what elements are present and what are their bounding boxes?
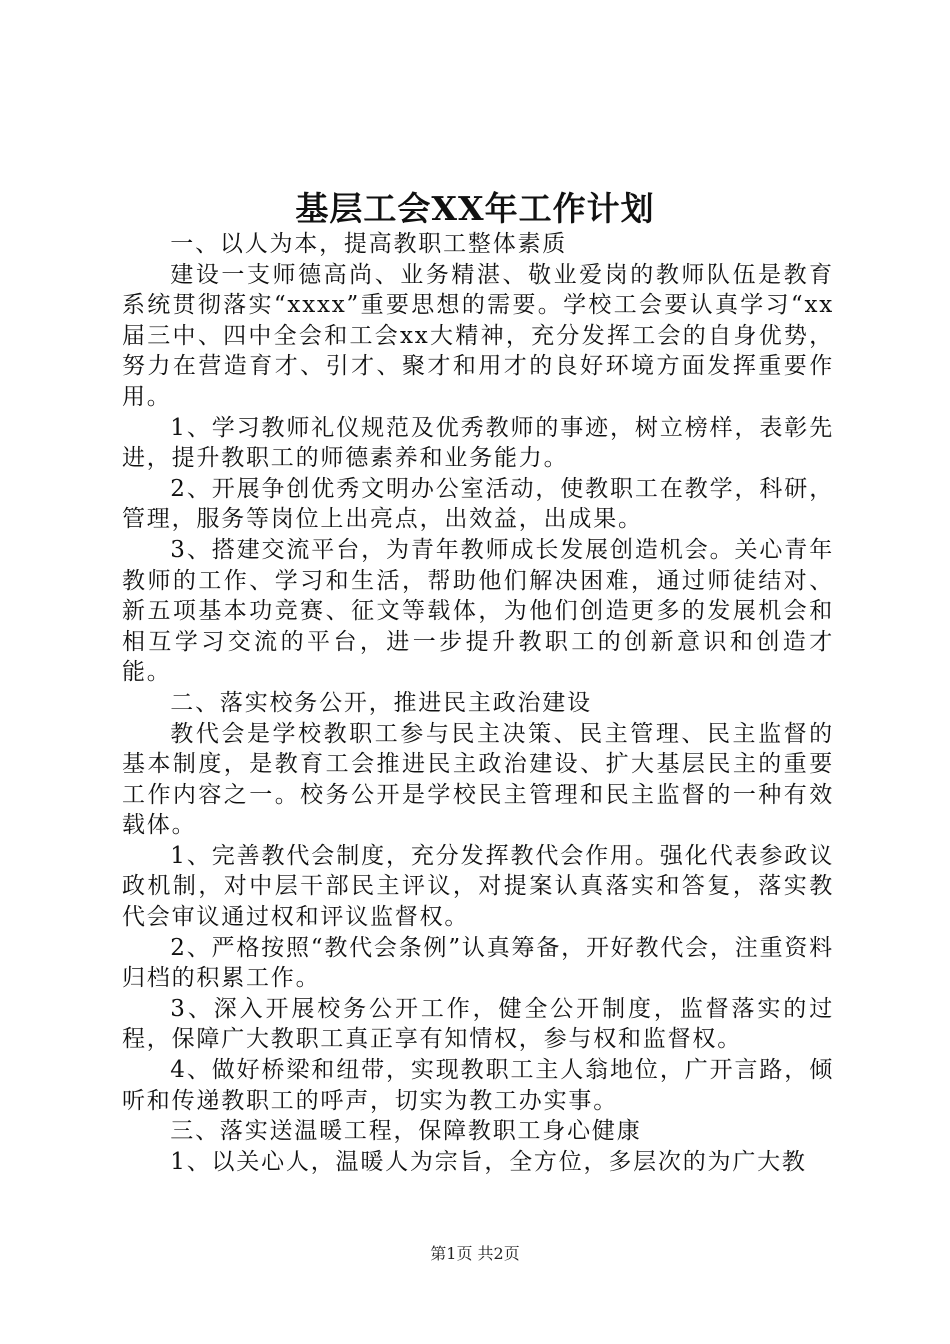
document-body: [122, 229, 834, 1177]
section-heading-3: 三、落实送温暖工程，保障教职工身心健康: [170, 1118, 642, 1145]
list-item: 1、学习教师礼仪规范及优秀教师的事迹，树立榜样，表彰先进，提升教职工的师德素养和业务能力。: [122, 414, 834, 472]
list-item: 2、开展争创优秀文明办公室活动，使教职工在教学，科研，管理，服务等岗位上出亮点，出效益，出成果。: [122, 475, 834, 533]
document-title: 基层工会XX年工作计划: [295, 189, 655, 228]
paragraph: 建设一支师德高尚、业务精湛、敬业爱岗的教师队伍是教育系统贯彻落实“xxxx”重要思想的需要。学校工会要认真学习“xx届三中、四中全会和工会xx大精神，充分发挥工会的自身优势，努力在营造育才、引才、聚才和用才的良好环境方面发挥重要作用。: [122, 261, 834, 410]
list-item: 3、深入开展校务公开工作，健全公开制度，监督落实的过程，保障广大教职工真正享有知情权，参与权和监督权。: [122, 995, 834, 1053]
list-item: 2、严格按照“教代会条例”认真筹备，开好教代会，注重资料归档的积累工作。: [122, 934, 834, 992]
page-footer: 第1页 共2页: [430, 1244, 520, 1263]
section-heading-1: 一、以人为本，提高教职工整体素质: [170, 231, 568, 257]
list-item: 4、做好桥梁和纽带，实现教职工主人翁地位，广开言路，倾听和传递教职工的呼声，切实为教工办实事。: [122, 1057, 834, 1114]
paragraph: 教代会是学校教职工参与民主决策、民主管理、民主监督的基本制度，是教育工会推进民主政治建设、扩大基层民主的重要工作内容之一。校务公开是学校民主管理和民主监督的一种有效载体。: [122, 720, 834, 839]
list-item: 3、搭建交流平台，为青年教师成长发展创造机会。关心青年教师的工作、学习和生活，帮助他们解决困难，通过师徒结对、新五项基本功竞赛、征文等载体，为他们创造更多的发展机会和相互学习交流的平台，进一步提升教职工的创新意识和创造才能。: [122, 536, 834, 686]
section-heading-2: 二、落实校务公开，推进民主政治建设: [170, 689, 592, 716]
list-item: 1、以关心人，温暖人为宗旨，全方位，多层次的为广大教: [170, 1148, 807, 1175]
list-item: 1、完善教代会制度，充分发挥教代会作用。强化代表参政议政机制，对中层干部民主评议，对提案认真落实和答复，落实教代会审议通过权和评议监督权。: [122, 842, 834, 931]
